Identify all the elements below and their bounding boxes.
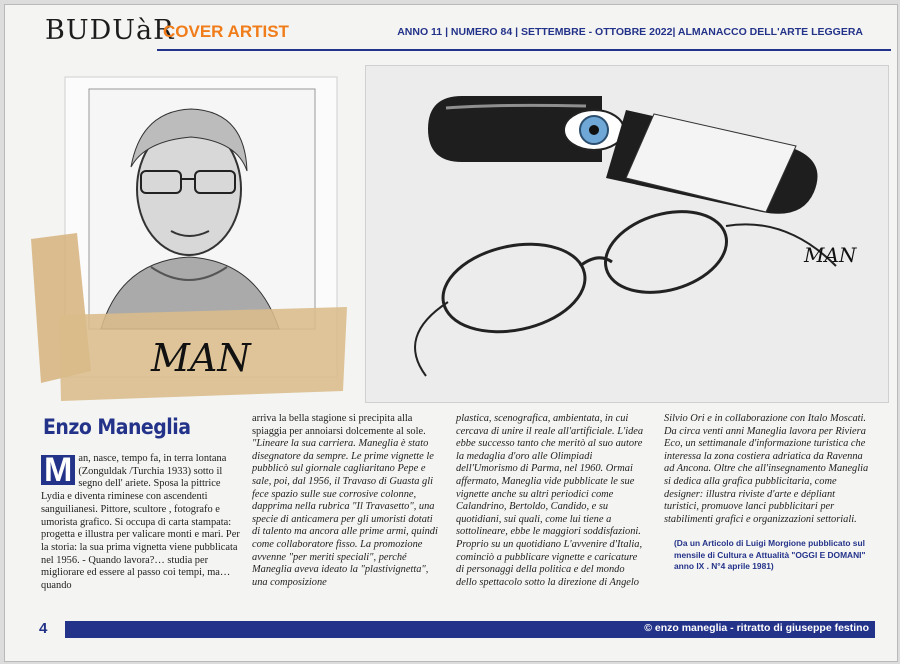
- issue-line: ANNO 11 | NUMERO 84 | SETTEMBRE - OTTOBRE 2022| ALMANACCO DELL'ARTE LEGGERA: [397, 26, 863, 38]
- artwork-signature: MAN: [804, 243, 857, 267]
- article-title: Enzo Maneglia: [43, 415, 191, 439]
- source-quote: (Da un Articolo di Luigi Morgione pubblicato sul mensile di Cultura e Attualità "OGGI E DOMANI" anno IX . N°4 aprile 1981): [674, 538, 866, 572]
- article-column-4: [664, 413, 872, 573]
- page-number: 4: [39, 620, 48, 637]
- image-credit: © enzo maneglia - ritratto di giuseppe festino: [644, 622, 869, 634]
- artwork-panel: [365, 65, 889, 403]
- column-4-text: Silvio Ori e in collaborazione con Italo Moscati. Da circa venti anni Maneglia lavora per Riviera Eco, un settimanale d'informazione turistica che interessa la zona costiera adriatica da Ravenna ad Ancona. Oltre che all'insegnamento Maneglia si dedica alla grafica pubblicitaria, come designer: illustra riviste d'arte e dépliant turistici, promuove lanci pubblicitari per stabilimenti grafici e organizzazioni settoriali.: [664, 413, 869, 525]
- glasses-capsule-illustration: [366, 66, 888, 402]
- magazine-page: [4, 4, 898, 662]
- page-footer: [5, 619, 897, 647]
- section-title: COVER ARTIST: [163, 22, 289, 41]
- column-3-text: plastica, scenografica, ambientata, in cui cercava di unire il reale all'artificiale. L'idea ebbe successo tanto che meritò al suo autore la medaglia d'oro alle Olimpiadi dell'Umorismo di Parma, nel 1960. Ormai affermato, Maneglia vide pubblicate le sue vignette anche su altri periodici come Calandrino, Bertoldo, Candido, e su quotidiani, sui quali, come lui tiene a sottolineare, ebbe le maggiori soddisfazioni. Proprio su un quotidiano L'avvenire d'Italia, cominciò a pubblicare vignette e caricature di personaggi della politica e del mondo dello spettacolo sotto la direzione di Angelo: [456, 413, 644, 588]
- column-1-text: an, nasce, tempo fa, in terra lontana (Zonguldak /Turchia 1933) sotto il segno dell' ariete. Sposa la pittrice Lydia e diventa riminese con ascendenti sanguilianesi. Pittore, scultore , fotografo e umorista grafico. Si occupa di carta stampata: progetta e illustra per valicare monti e mari. Per la storia: la sua prima vignetta viene pubblicata nel 1956. - Quando lavora?… studia per migliorare ed essere al passo coi tempi, ma… quando: [41, 453, 240, 592]
- article-column-2: [252, 413, 442, 589]
- article-column-3: [456, 413, 646, 589]
- magazine-logo: BUDUàR: [45, 15, 175, 46]
- header-rule: [157, 49, 891, 51]
- portrait-illustration: [31, 71, 349, 407]
- article-column-1: [41, 453, 243, 593]
- portrait-card: [31, 71, 349, 407]
- column-2-text: "Lineare la sua carriera. Maneglia è stato disegnatore da sempre. Le prime vignette le pubblicò sul giornale cagliaritano Pepe e sale, poi, dal 1956, il Travaso di Guasta gli fece spazio sulle sue corrosive colonne, dapprima nella rubrica "Il Travasetto", una specie di anticamera per gli umoristi dotati di talento ma ancora alle prime armi, quindi come collaboratore fisso. La promozione avvenne "per meriti speciali", perché Maneglia aveva ideato la "plastivignetta", una composizione: [252, 438, 438, 588]
- page-header: [5, 5, 897, 53]
- column-2-lead: arriva la bella stagione si precipita alla spiaggia per annoiarsi dolcemente al sole.: [252, 413, 426, 437]
- portrait-signature: MAN: [151, 336, 251, 380]
- dropcap: M: [41, 455, 75, 485]
